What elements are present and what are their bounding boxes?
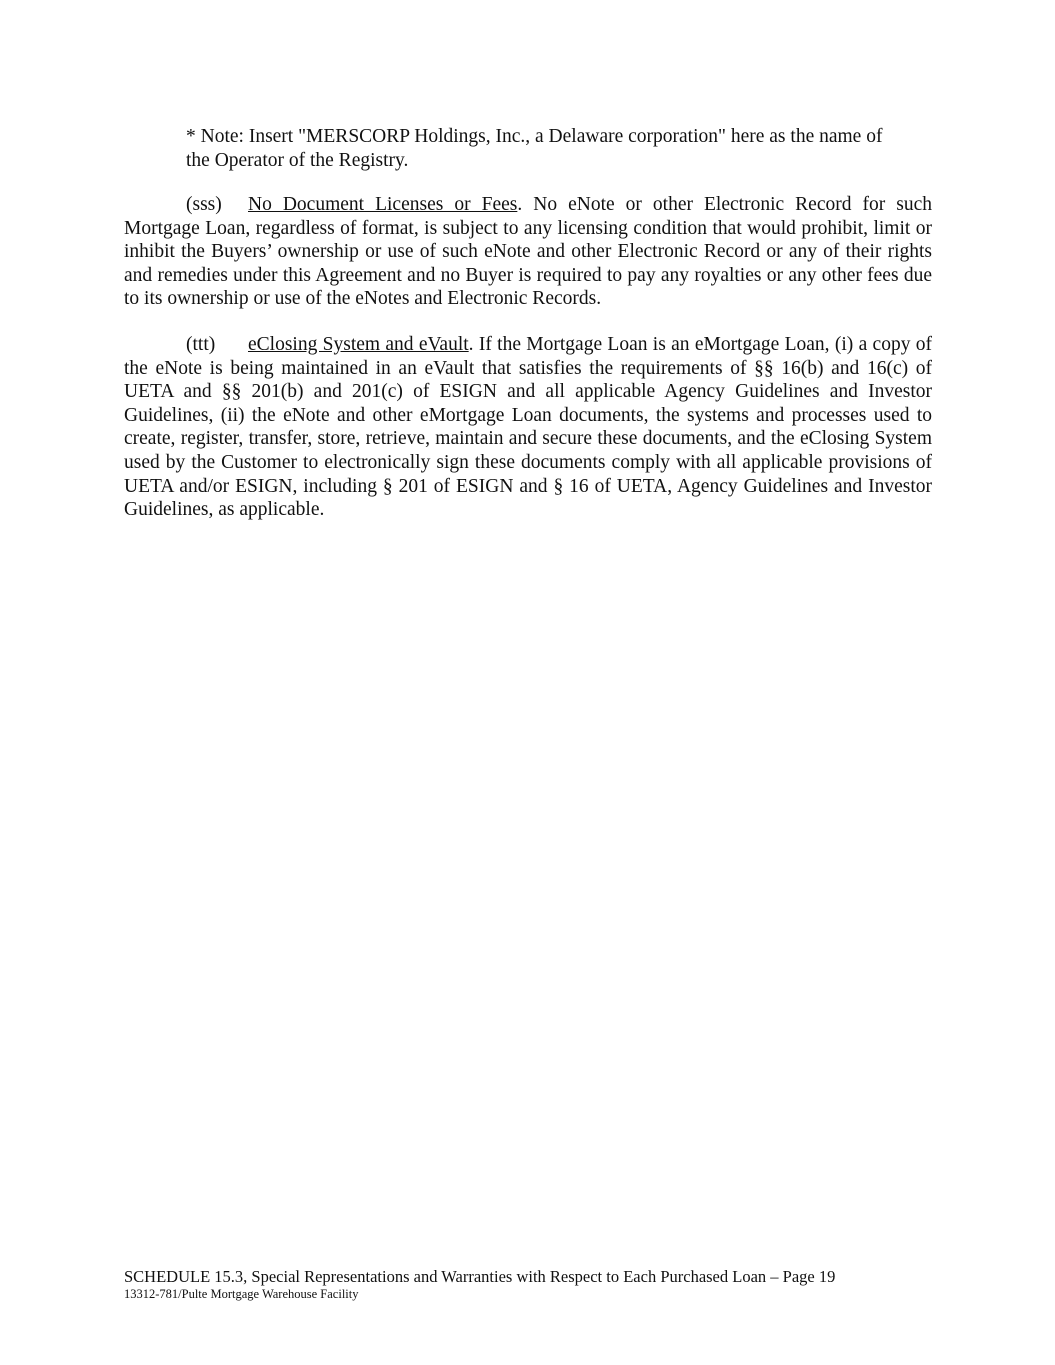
section-ttt [124,333,932,522]
section-number: (ttt) [186,334,216,355]
operator-note: * Note: Insert "MERSCORP Holdings, Inc., a Delaware corporation" here as the name of the Operator of the Registry. [186,126,883,171]
section-body: . If the Mortgage Loan is an eMortgage Loan, (i) a copy of the eNote is being maintained in an eVault that satisfies the requirements of §§ 16(b) and 16(c) of UETA and §§ 201(b) and 201(c) of ESIGN and all applicable Agency Guidelines and Investor Guidelines, (ii) the eNote and other eMortgage Loan documents, the systems and processes used to create, register, transfer, store, retrieve, maintain and secure these documents, and the eClosing System used by the Customer to electronically sign these documents comply with all applicable provisions of UETA and/or ESIGN, including § 201 of ESIGN and § 16 of UETA, Agency Guidelines and Investor Guidelines, as applicable. [124,334,932,521]
section-heading: No Document Licenses or Fees [248,194,518,215]
section-heading: eClosing System and eVault [248,334,469,355]
footer-title: SCHEDULE 15.3, Special Representations and Warranties with Respect to Each Purchased Loan – Page 19 [124,1267,836,1286]
footer-reference: 13312-781/Pulte Mortgage Warehouse Facility [124,1287,359,1301]
section-number: (sss) [186,194,222,215]
section-sss [124,193,932,311]
page-footer [124,1267,944,1302]
section-body: . No eNote or other Electronic Record for such Mortgage Loan, regardless of format, is subject to any licensing condition that would prohibit, limit or inhibit the Buyers’ ownership or use of such eNote and other Electronic Record or any of their rights and remedies under this Agreement and no Buyer is required to pay any royalties or any other fees due to its ownership or use of the eNotes and Electronic Records. [124,194,932,310]
